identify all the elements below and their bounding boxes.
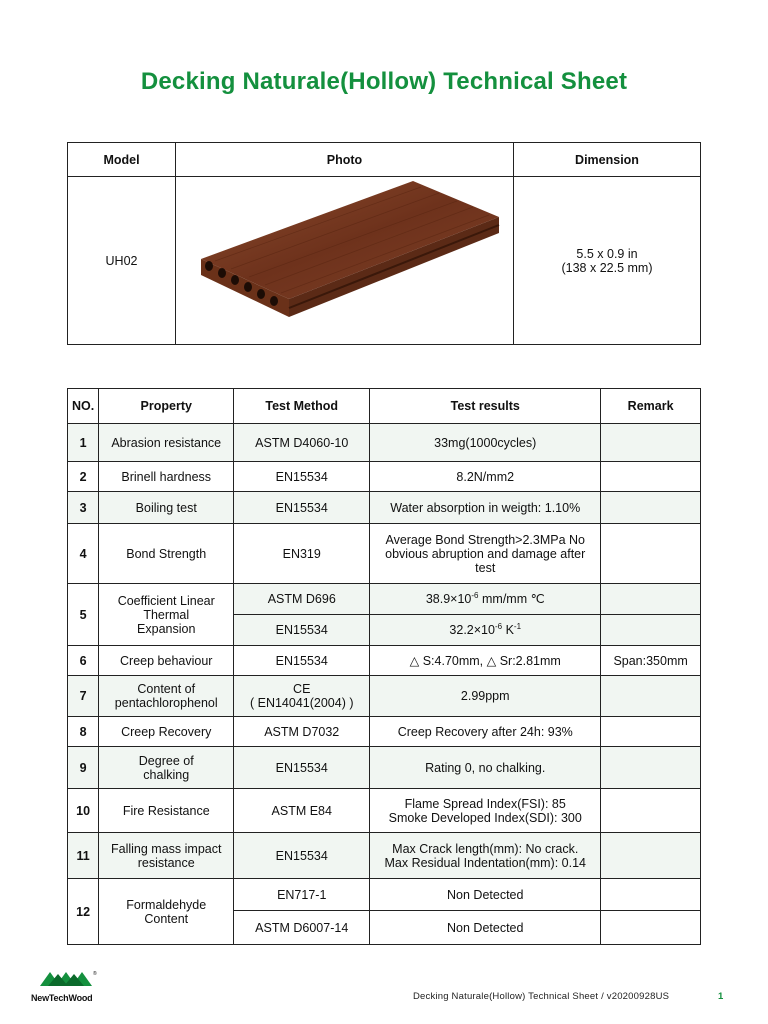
header-no: NO. (68, 389, 99, 424)
row-method: EN15534 (234, 615, 370, 646)
photo-cell (176, 177, 514, 345)
row-no: 11 (68, 833, 99, 879)
row-result: 8.2N/mm2 (370, 462, 601, 492)
row-result: 33mg(1000cycles) (370, 424, 601, 462)
table-row (68, 584, 701, 615)
header-photo: Photo (176, 143, 514, 177)
page-number: 1 (718, 991, 724, 1002)
row-remark (601, 615, 701, 646)
method-line1: CE (293, 682, 311, 696)
row-result (370, 789, 601, 833)
table-row (68, 524, 701, 584)
brand-name: NewTechWood (31, 993, 93, 1003)
row-result (370, 615, 601, 646)
result-unit: K (502, 623, 514, 638)
row-property: Abrasion resistance (99, 424, 234, 462)
row-remark (601, 879, 701, 911)
header-remark: Remark (601, 389, 701, 424)
row-property: Formaldehyde Content (99, 879, 234, 945)
table-row (68, 646, 701, 676)
page-title: Decking Naturale(Hollow) Technical Sheet (140, 68, 628, 95)
table-row (68, 789, 701, 833)
method-line2: ( EN14041(2004) ) (249, 696, 354, 710)
table-row (68, 879, 701, 911)
row-no: 2 (68, 462, 99, 492)
row-method: ASTM D7032 (234, 717, 370, 747)
dimension-mm: (138 x 22.5 mm) (561, 260, 653, 275)
properties-table (67, 388, 701, 945)
row-no: 5 (68, 584, 99, 646)
result-mantissa: 38.9×10 (425, 592, 472, 607)
row-no: 6 (68, 646, 99, 676)
dimension-value (514, 177, 701, 345)
row-property: Boiling test (99, 492, 234, 524)
row-remark (601, 492, 701, 524)
row-method: ASTM D4060-10 (234, 424, 370, 462)
header-property: Property (99, 389, 234, 424)
row-remark (601, 833, 701, 879)
table-row (68, 492, 701, 524)
row-result: 2.99ppm (370, 676, 601, 717)
row-method: ASTM D696 (234, 584, 370, 615)
row-no: 8 (68, 717, 99, 747)
table-row (68, 424, 701, 462)
row-method: EN15534 (234, 462, 370, 492)
row-remark (601, 524, 701, 584)
row-no: 9 (68, 747, 99, 789)
result-exponent: -6 (494, 622, 503, 632)
result-mantissa: 32.2×10 (449, 623, 495, 638)
row-property: Bond Strength (99, 524, 234, 584)
row-method: EN319 (234, 524, 370, 584)
row-method: EN717-1 (234, 879, 370, 911)
row-property: Creep Recovery (99, 717, 234, 747)
row-property: Brinell hardness (99, 462, 234, 492)
row-result (370, 833, 601, 879)
row-remark (601, 584, 701, 615)
row-method: EN15534 (234, 646, 370, 676)
row-result: Water absorption in weigth: 1.10% (370, 492, 601, 524)
header-dimension: Dimension (514, 143, 701, 177)
row-no: 12 (68, 879, 99, 945)
row-property: Fire Resistance (99, 789, 234, 833)
row-remark: Span:350mm (601, 646, 701, 676)
table-row (68, 462, 701, 492)
row-no: 7 (68, 676, 99, 717)
row-method: ASTM D6007-14 (234, 911, 370, 945)
row-result: △ S:4.70mm, △ Sr:2.81mm (370, 646, 601, 676)
row-remark (601, 789, 701, 833)
model-table (67, 142, 701, 345)
row-method: EN15534 (234, 747, 370, 789)
row-result: Non Detected (370, 911, 601, 945)
decking-board-image (185, 177, 505, 341)
result-line1: Flame Spread Index(FSI): 85 (404, 796, 566, 811)
row-remark (601, 717, 701, 747)
row-method: EN15534 (234, 833, 370, 879)
table-row (68, 747, 701, 789)
row-no: 3 (68, 492, 99, 524)
row-no: 1 (68, 424, 99, 462)
row-property: Coefficient Linear Thermal Expansion (99, 584, 234, 646)
header-test-results: Test results (370, 389, 601, 424)
result-unit: mm/mm ℃ (478, 592, 545, 607)
row-no: 4 (68, 524, 99, 584)
table-row (68, 676, 701, 717)
row-result: Rating 0, no chalking. (370, 747, 601, 789)
registered-mark: ® (93, 971, 97, 977)
table-row (68, 833, 701, 879)
row-remark (601, 911, 701, 945)
row-remark (601, 676, 701, 717)
row-result: Non Detected (370, 879, 601, 911)
row-method: EN15534 (234, 492, 370, 524)
row-method: ASTM E84 (234, 789, 370, 833)
dimension-inches: 5.5 x 0.9 in (576, 246, 638, 261)
result-exponent: -6 (471, 591, 479, 601)
result-line1: Max Crack length(mm): No crack. (392, 841, 579, 856)
model-value: UH02 (68, 177, 176, 345)
row-method (234, 676, 370, 717)
header-model: Model (68, 143, 176, 177)
result-unit-exponent: -1 (513, 622, 522, 632)
row-property: Creep behaviour (99, 646, 234, 676)
row-remark (601, 424, 701, 462)
row-result (370, 584, 601, 615)
row-remark (601, 462, 701, 492)
row-property: Content of pentachlorophenol (99, 676, 234, 717)
table-row (68, 717, 701, 747)
row-result: Creep Recovery after 24h: 93% (370, 717, 601, 747)
row-property: Falling mass impact resistance (99, 833, 234, 879)
row-no: 10 (68, 789, 99, 833)
result-line2: Max Residual Indentation(mm): 0.14 (384, 855, 586, 870)
row-remark (601, 747, 701, 789)
row-property: Degree of chalking (99, 747, 234, 789)
header-test-method: Test Method (234, 389, 370, 424)
row-result: Average Bond Strength>2.3MPa No obvious abruption and damage after test (370, 524, 601, 584)
footer-document-title: Decking Naturale(Hollow) Technical Sheet / v20200928US (413, 991, 670, 1002)
result-line2: Smoke Developed Index(SDI): 300 (388, 810, 582, 825)
